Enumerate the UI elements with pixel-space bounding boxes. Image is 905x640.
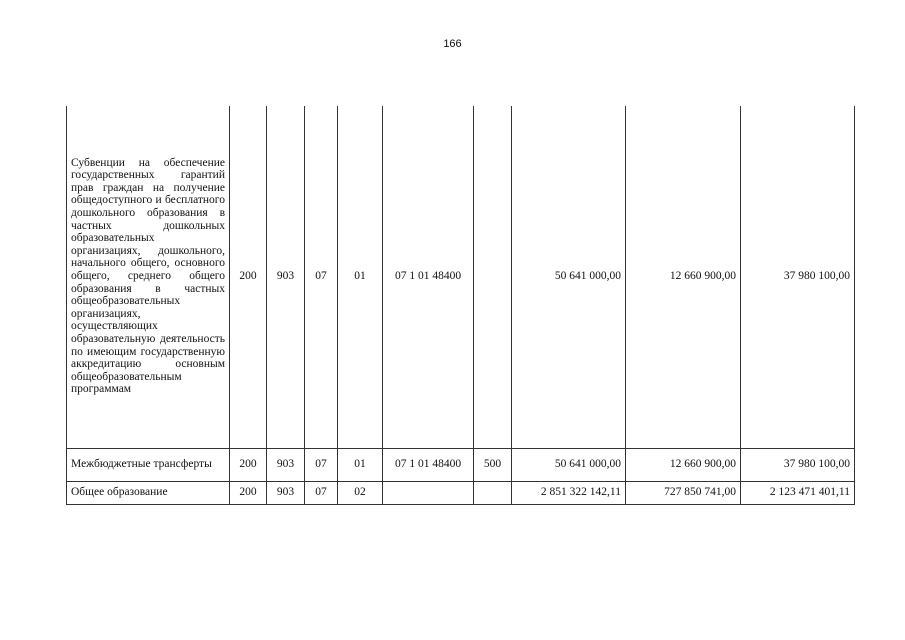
- cell-amount-3: 37 980 100,00: [741, 106, 855, 448]
- cell-subsection: 01: [338, 448, 383, 481]
- page-number: 166: [443, 38, 462, 50]
- cell-expense-type: 500: [474, 448, 512, 481]
- cell-dept: 903: [267, 448, 305, 481]
- cell-target: 07 1 01 48400: [383, 106, 474, 448]
- cell-total: 2 851 322 142,11: [512, 481, 626, 504]
- cell-name: Субвенции на обеспечение государственных гарантий прав граждан на получение общедоступного и бесплатного дошкольного образования в частных дошкольных образовательных организациях, дошкольного, начального общего, основного общего, среднего общего образования в частных общеобразовательных организациях, осуществляющих образовательную деятельность по имеющим государственную аккредитацию основным общеобразовательным программам: [67, 106, 230, 448]
- cell-code: 200: [230, 481, 267, 504]
- cell-amount-3: 2 123 471 401,11: [741, 481, 855, 504]
- cell-code: 200: [230, 448, 267, 481]
- cell-target: [383, 481, 474, 504]
- cell-section: 07: [305, 106, 338, 448]
- cell-section: 07: [305, 448, 338, 481]
- cell-subsection: 02: [338, 481, 383, 504]
- table-row: [67, 448, 855, 481]
- cell-subsection: 01: [338, 106, 383, 448]
- cell-amount-2: 12 660 900,00: [626, 448, 741, 481]
- budget-table: [66, 106, 855, 505]
- cell-name: Межбюджетные трансферты: [67, 448, 230, 481]
- cell-expense-type: [474, 481, 512, 504]
- cell-code: 200: [230, 106, 267, 448]
- cell-amount-3: 37 980 100,00: [741, 448, 855, 481]
- cell-total: 50 641 000,00: [512, 448, 626, 481]
- table-row: [67, 106, 855, 448]
- cell-section: 07: [305, 481, 338, 504]
- cell-amount-2: 12 660 900,00: [626, 106, 741, 448]
- cell-dept: 903: [267, 481, 305, 504]
- cell-expense-type: [474, 106, 512, 448]
- cell-dept: 903: [267, 106, 305, 448]
- cell-name: Общее образование: [67, 481, 230, 504]
- cell-total: 50 641 000,00: [512, 106, 626, 448]
- cell-target: 07 1 01 48400: [383, 448, 474, 481]
- cell-amount-2: 727 850 741,00: [626, 481, 741, 504]
- table-row: [67, 481, 855, 504]
